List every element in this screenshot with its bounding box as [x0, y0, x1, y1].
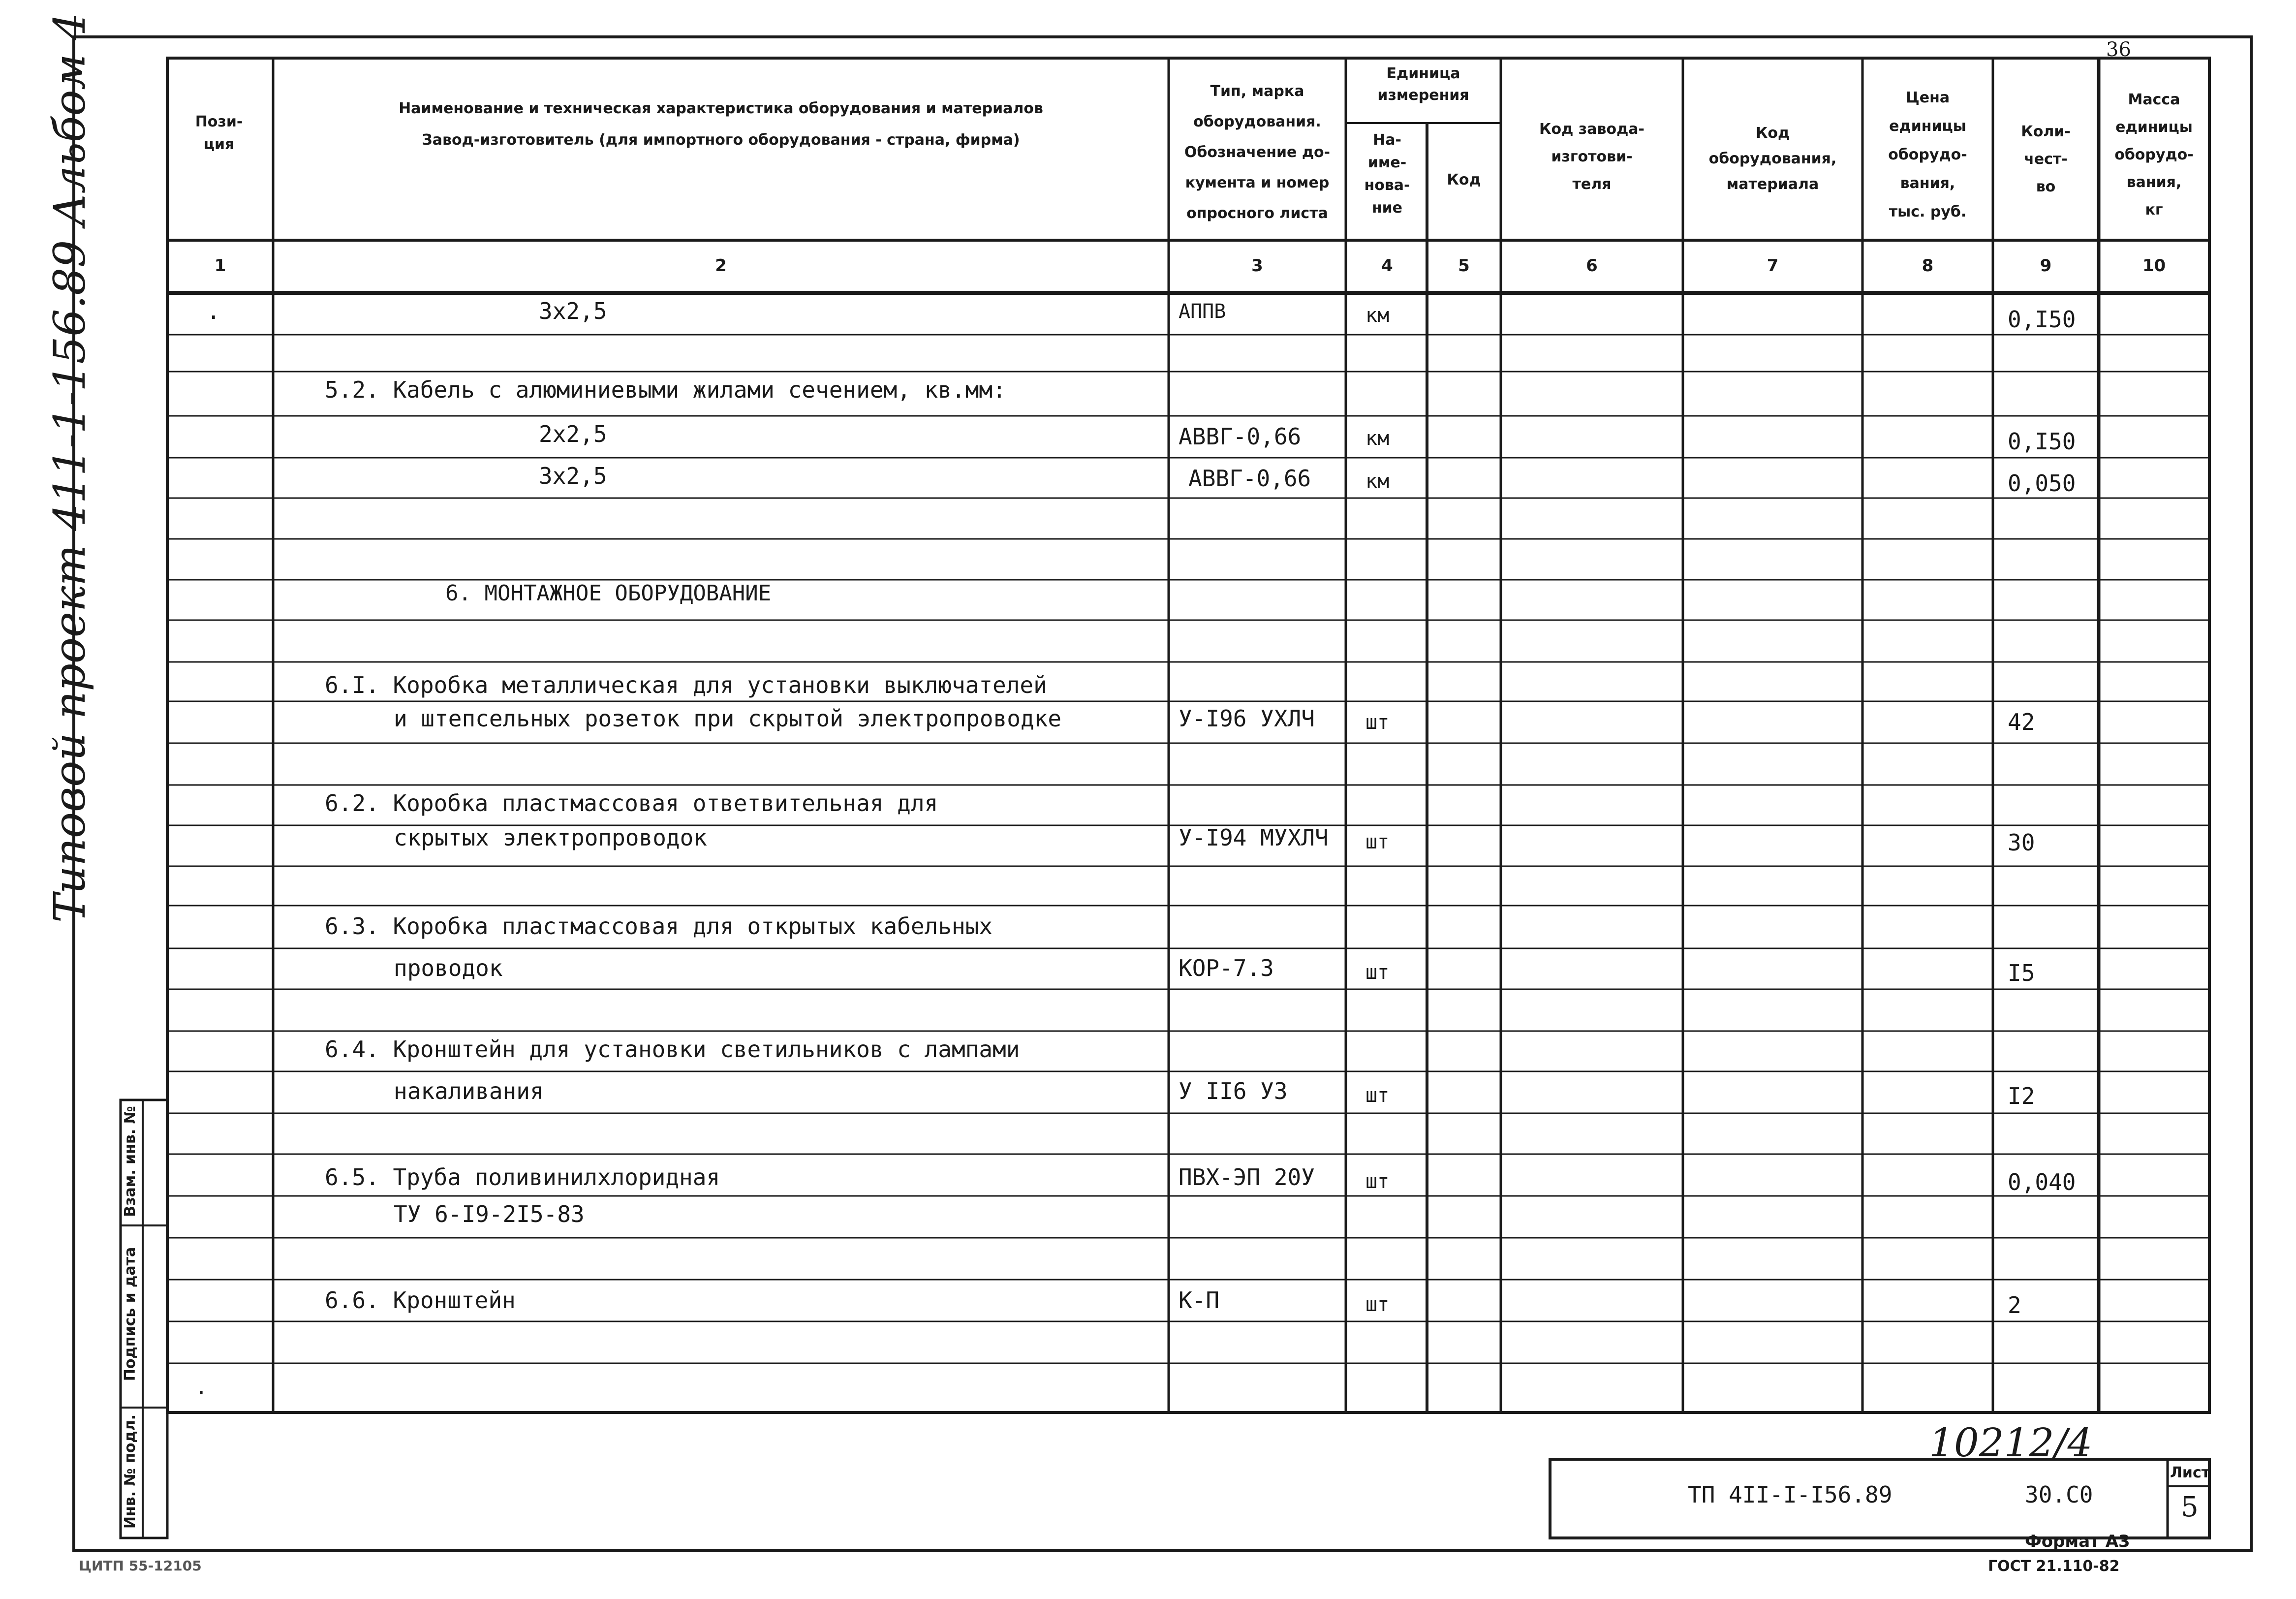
row-quantity: 2	[2008, 1292, 2021, 1318]
header-unit-name: На- име- нова- ние	[1364, 131, 1410, 217]
row-name: 6.I. Коробка металлическая для установки выключателей	[325, 672, 1047, 698]
row-type: АППВ	[1179, 300, 1226, 323]
row-name: ТУ 6-I9-2I5-83	[394, 1201, 585, 1227]
doc-code: ТП 4II-I-I56.89	[1688, 1481, 1893, 1508]
row-name: 5.2. Кабель с алюминиевыми жилами сечением, кв.мм:	[325, 376, 1006, 403]
row-unit: шт	[1365, 831, 1390, 853]
format-label: Формат А3	[2025, 1532, 2130, 1551]
row-type: АВВГ-0,66	[1179, 423, 1302, 450]
row-name: 6.5. Труба поливинилхлоридная	[325, 1164, 720, 1191]
row-name: 3x2,5	[539, 463, 607, 489]
row-unit: км	[1365, 470, 1390, 493]
row-type: ПВХ-ЭП 20У	[1179, 1164, 1315, 1191]
row-quantity: I5	[2008, 960, 2035, 986]
row-name: скрытых электропроводок	[394, 824, 707, 851]
row-name: 6.2. Коробка пластмассовая ответвительная для	[325, 790, 938, 816]
column-number: 8	[1922, 256, 1934, 276]
row-quantity: I2	[2008, 1083, 2035, 1109]
column-number: 10	[2142, 256, 2166, 276]
row-name: 6.6. Кронштейн	[325, 1287, 516, 1314]
row-name: накаливания	[394, 1078, 544, 1104]
row-name: 6.4. Кронштейн для установки светильников с лампами	[325, 1036, 1020, 1063]
column-number: 5	[1458, 256, 1470, 276]
header-name-line1: Наименование и техническая характеристика оборудования и материалов	[399, 100, 1043, 117]
header-plant-code: Код завода- изготови- теля	[1539, 121, 1644, 193]
row-type: АВВГ-0,66	[1188, 465, 1311, 492]
header-quantity: Коли- чест- во	[2021, 123, 2071, 195]
header-price: Цена единицы оборудо- вания, тыс. руб.	[1888, 89, 1967, 220]
header-position: Пози- ция	[195, 113, 243, 153]
header-unit-code: Код	[1447, 171, 1481, 188]
column-number: 4	[1381, 256, 1393, 276]
gost-label: ГОСТ 21.110-82	[1988, 1558, 2120, 1575]
section-heading: 6. МОНТАЖНОЕ ОБОРУДОВАНИЕ	[445, 581, 772, 606]
row-unit: шт	[1365, 1170, 1390, 1193]
row-name: 2x2,5	[539, 421, 607, 447]
row-unit: км	[1365, 304, 1390, 327]
header-name-line2: Завод-изготовитель (для импортного оборудования - страна, фирма)	[422, 131, 1020, 149]
column-number: 1	[214, 256, 226, 276]
stamp-original-inv: Инв. № подл.	[122, 1414, 139, 1529]
row-name: 3x2,5	[539, 298, 607, 324]
row-unit: шт	[1365, 711, 1390, 734]
row-unit: км	[1365, 427, 1390, 450]
row-type: К-П	[1179, 1287, 1220, 1314]
header-unit-group: Единица измерения	[1377, 65, 1469, 104]
row-position: .	[194, 1373, 208, 1400]
row-position: .	[207, 298, 220, 324]
row-unit: шт	[1365, 1084, 1390, 1107]
row-quantity: 30	[2008, 829, 2035, 856]
header-mass: Масса единицы оборудо- вания, кг	[2114, 91, 2194, 219]
row-type: У-I94 МУХЛЧ	[1179, 824, 1329, 851]
column-number: 3	[1251, 256, 1263, 276]
bottom-left-stamp: ЦИТП 55-12105	[79, 1558, 202, 1574]
column-number: 2	[715, 256, 727, 276]
column-number: 7	[1767, 256, 1779, 276]
row-type: У-I96 УХЛЧ	[1179, 705, 1315, 732]
row-type: У II6 УЗ	[1179, 1078, 1288, 1104]
sheet-number: 5	[2181, 1491, 2199, 1523]
row-quantity: 0,050	[2008, 470, 2076, 497]
sheet-label: Лист	[2170, 1464, 2210, 1481]
row-quantity: 0,040	[2008, 1169, 2076, 1195]
row-type: КОР-7.3	[1179, 955, 1274, 981]
row-name: и штепсельных розеток при скрытой электропроводке	[394, 705, 1062, 732]
top-sheet-number: 36	[2106, 38, 2131, 61]
handwritten-number: 10212/4	[1929, 1420, 2093, 1466]
column-number: 9	[2040, 256, 2052, 276]
stamp-replace-inv: Взам. инв. №	[122, 1106, 139, 1217]
row-quantity: 0,I50	[2008, 306, 2076, 333]
row-unit: шт	[1365, 961, 1390, 984]
row-unit: шт	[1365, 1293, 1390, 1316]
row-name: проводок	[394, 955, 503, 981]
stamp-signature-date: Подпись и дата	[122, 1247, 139, 1381]
row-quantity: 0,I50	[2008, 428, 2076, 455]
side-title: Типовой проект 411-1-156.89 Альбом 4	[44, 12, 95, 923]
header-equipment-code: Код оборудования, материала	[1708, 125, 1837, 193]
section-code: 30.С0	[2025, 1481, 2093, 1508]
row-quantity: 42	[2008, 709, 2035, 735]
header-type: Тип, марка оборудования. Обозначение до- кумента и номер опросного листа	[1184, 83, 1331, 222]
row-name: 6.3. Коробка пластмассовая для открытых кабельных	[325, 913, 993, 940]
column-number: 6	[1586, 256, 1598, 276]
